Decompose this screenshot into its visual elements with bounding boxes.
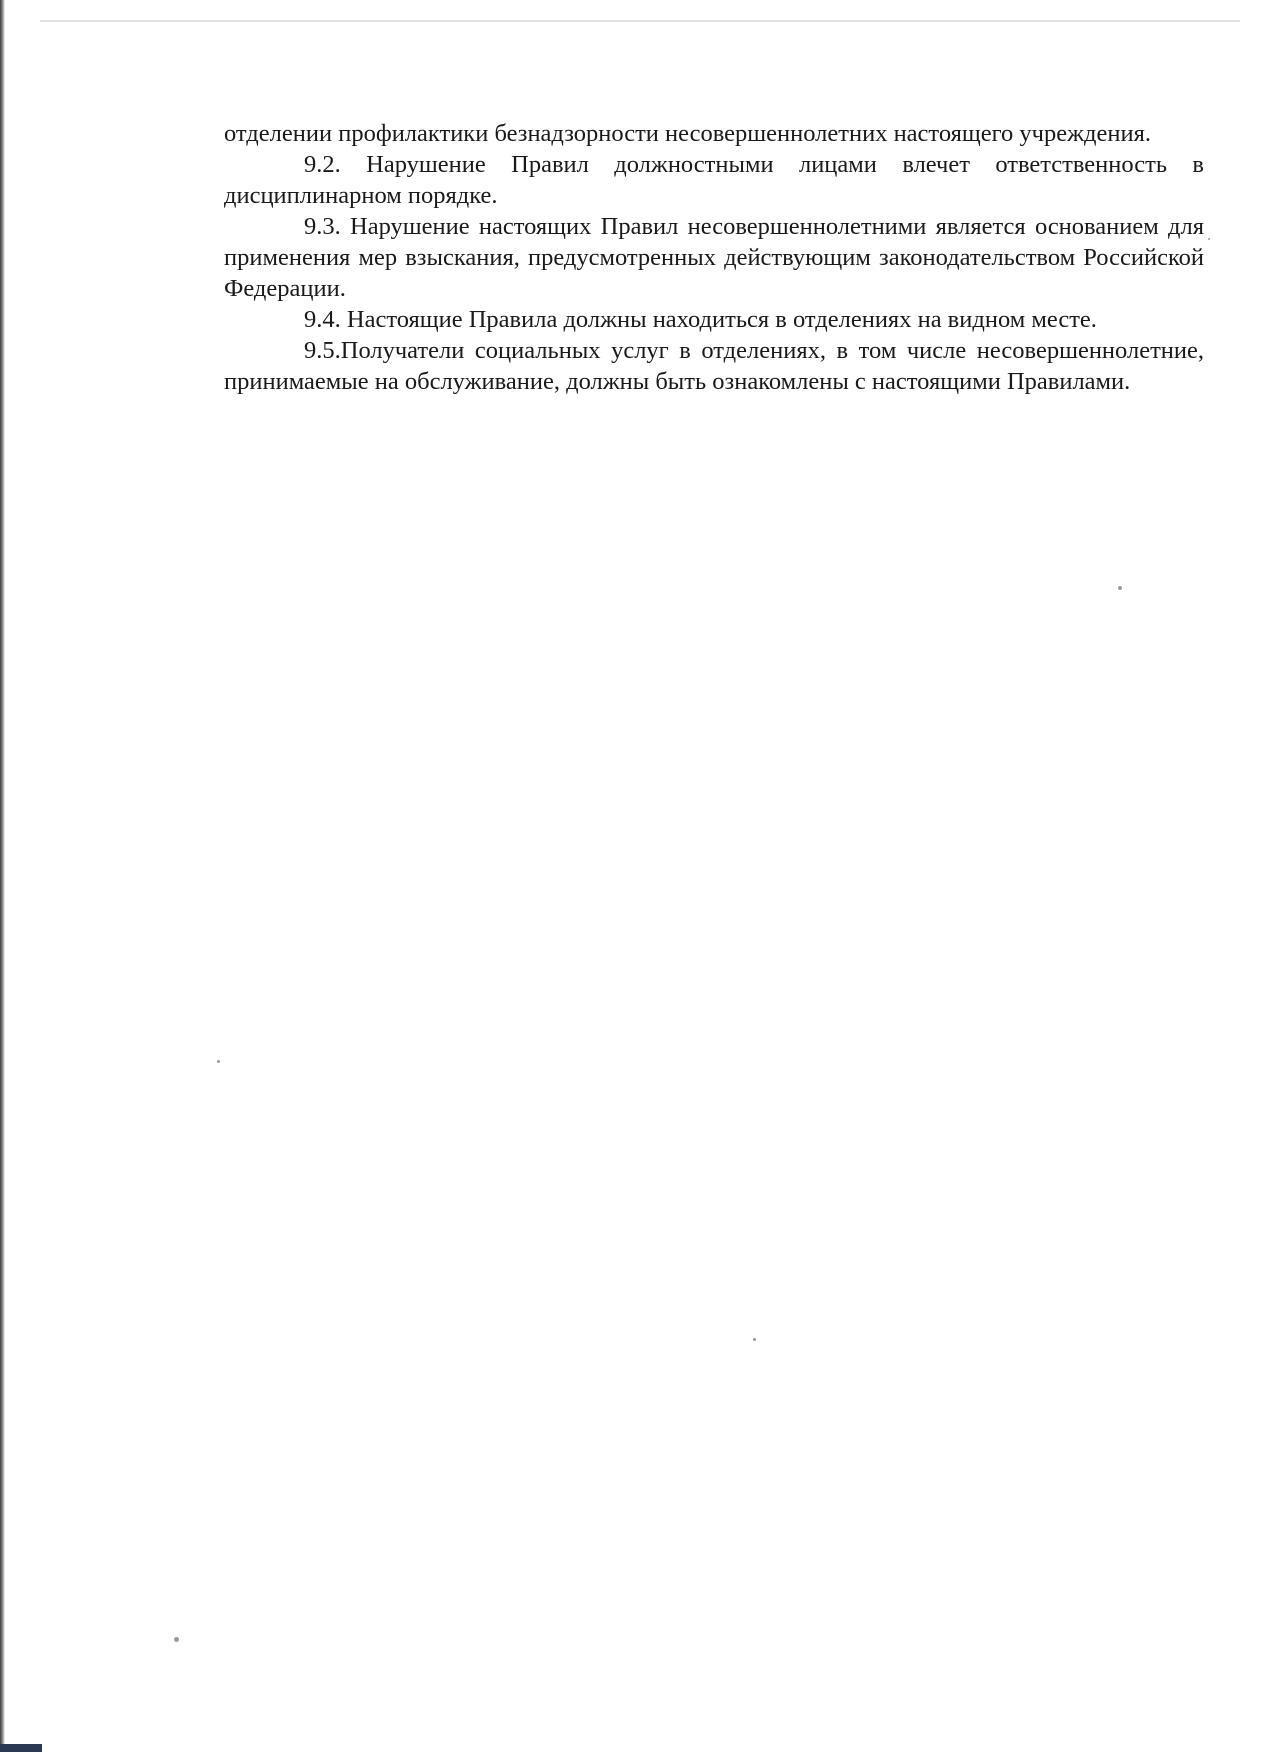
scan-speck — [1118, 586, 1122, 590]
scan-top-edge — [40, 20, 1240, 22]
scan-speck — [174, 1637, 179, 1642]
scan-speck — [1208, 238, 1210, 240]
paragraph-continuation: отделении профилактики безнадзорности несовершеннолетних настоящего учреждения. — [224, 120, 1152, 147]
paragraph-9-2: 9.2. Нарушение Правил должностными лицами влечет ответственность в дисциплинарном порядке. — [224, 151, 1204, 209]
scan-speck — [217, 1060, 220, 1063]
document-page — [224, 118, 1204, 397]
scan-left-edge — [0, 0, 5, 1752]
paragraph-9-4: 9.4. Настоящие Правила должны находиться в отделениях на видном месте. — [304, 306, 1097, 333]
paragraph-9-5: 9.5.Получатели социальных услуг в отделениях, в том числе несовершеннолетние, принимаемые на обслуживание, должны быть ознакомлены с настоящими Правилами. — [224, 337, 1204, 395]
paragraph-9-3: 9.3. Нарушение настоящих Правил несовершеннолетними является основанием для применения мер взыскания, предусмотренных действующим законодательством Российской Федерации. — [224, 213, 1204, 302]
scan-speck — [753, 1338, 756, 1341]
scan-corner-mark — [0, 1744, 42, 1752]
